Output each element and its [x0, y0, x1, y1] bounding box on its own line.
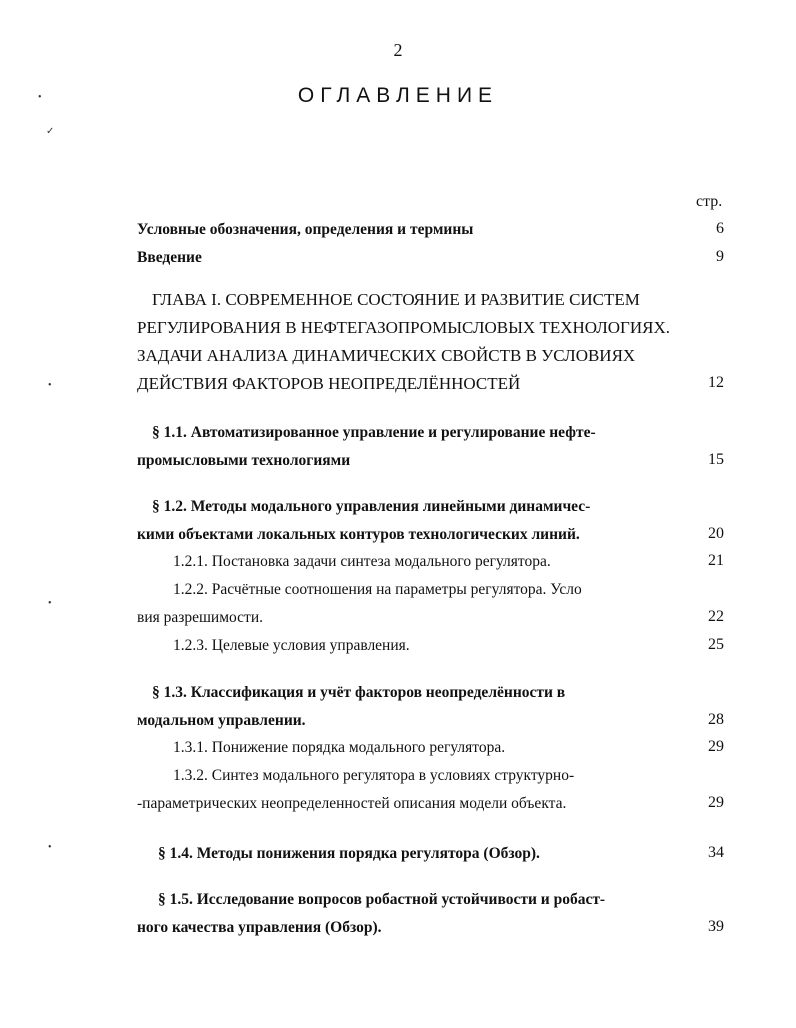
toc-entry-line: промысловыми технологиями [137, 452, 351, 469]
toc-entry-line: 1.2.1. Постановка задачи синтеза модального регулятора. [173, 553, 551, 570]
scan-speck: • [38, 92, 42, 103]
toc-entry-page: 22 [708, 608, 724, 625]
toc-entry-line: § 1.2. Методы модального управления линейными динамичес- [152, 498, 591, 515]
toc-entry-line: вия разрешимости. [137, 609, 263, 626]
toc-entry-line: ГЛАВА I. СОВРЕМЕННОЕ СОСТОЯНИЕ И РАЗВИТИЕ СИСТЕМ [152, 290, 640, 309]
toc-entry-page: 12 [708, 374, 724, 391]
scan-speck: ✓ [46, 126, 55, 137]
toc-entry-page: 6 [716, 220, 724, 237]
toc-entry-page: 28 [708, 711, 724, 728]
page-column-label: стр. [696, 193, 723, 210]
toc-entry-line: -параметрических неопределенностей описания модели объекта. [137, 795, 567, 812]
toc-entry-line: 1.3.1. Понижение порядка модального регулятора. [173, 739, 506, 756]
toc-entry-page: 20 [708, 525, 724, 542]
toc-entry-line: Введение [137, 249, 202, 266]
toc-entry-line: ЗАДАЧИ АНАЛИЗА ДИНАМИЧЕСКИХ СВОЙСТВ В УСЛОВИЯХ [137, 346, 636, 365]
toc-entry-page: 21 [708, 552, 724, 569]
toc-entry-line: 1.2.2. Расчётные соотношения на параметры регулятора. Усло [173, 581, 582, 598]
toc-entry-line: кими объектами локальных контуров технологических линий. [137, 526, 580, 543]
toc-entry-page: 29 [708, 738, 724, 755]
scan-speck: • [48, 380, 52, 391]
page-number: 2 [393, 40, 403, 60]
toc-entry-page: 9 [716, 248, 724, 265]
toc-entry-line: 1.3.2. Синтез модального регулятора в условиях структурно- [173, 767, 575, 784]
toc-entry-line: модальном управлении. [137, 712, 306, 729]
toc-entry-line: § 1.5. Исследование вопросов робастной устойчивости и робаст- [158, 891, 606, 908]
toc-entry-line: § 1.3. Классификация и учёт факторов неопределённости в [152, 684, 566, 701]
scan-speck: • [48, 842, 52, 853]
scan-speck: • [48, 598, 52, 609]
page-title: ОГЛАВЛЕНИЕ [297, 84, 499, 107]
toc-entry-page: 39 [708, 918, 724, 935]
toc-entry-page: 25 [708, 636, 724, 653]
toc-entry-page: 29 [708, 794, 724, 811]
toc-entry-line: 1.2.3. Целевые условия управления. [173, 637, 410, 654]
toc-entry-line: РЕГУЛИРОВАНИЯ В НЕФТЕГАЗОПРОМЫСЛОВЫХ ТЕХНОЛОГИЯХ. [137, 318, 670, 337]
toc-entry-line: ного качества управления (Обзор). [137, 919, 382, 936]
toc-entry-line: ДЕЙСТВИЯ ФАКТОРОВ НЕОПРЕДЕЛЁННОСТЕЙ [137, 374, 521, 393]
toc-entry-line: § 1.1. Автоматизированное управление и регулирование нефте- [152, 424, 596, 441]
toc-entry-line: § 1.4. Методы понижения порядка регулятора (Обзор). [158, 845, 540, 862]
toc-entry-line: Условные обозначения, определения и термины [137, 221, 474, 238]
toc-entry-page: 34 [708, 844, 724, 861]
toc-entry-page: 15 [708, 451, 724, 468]
